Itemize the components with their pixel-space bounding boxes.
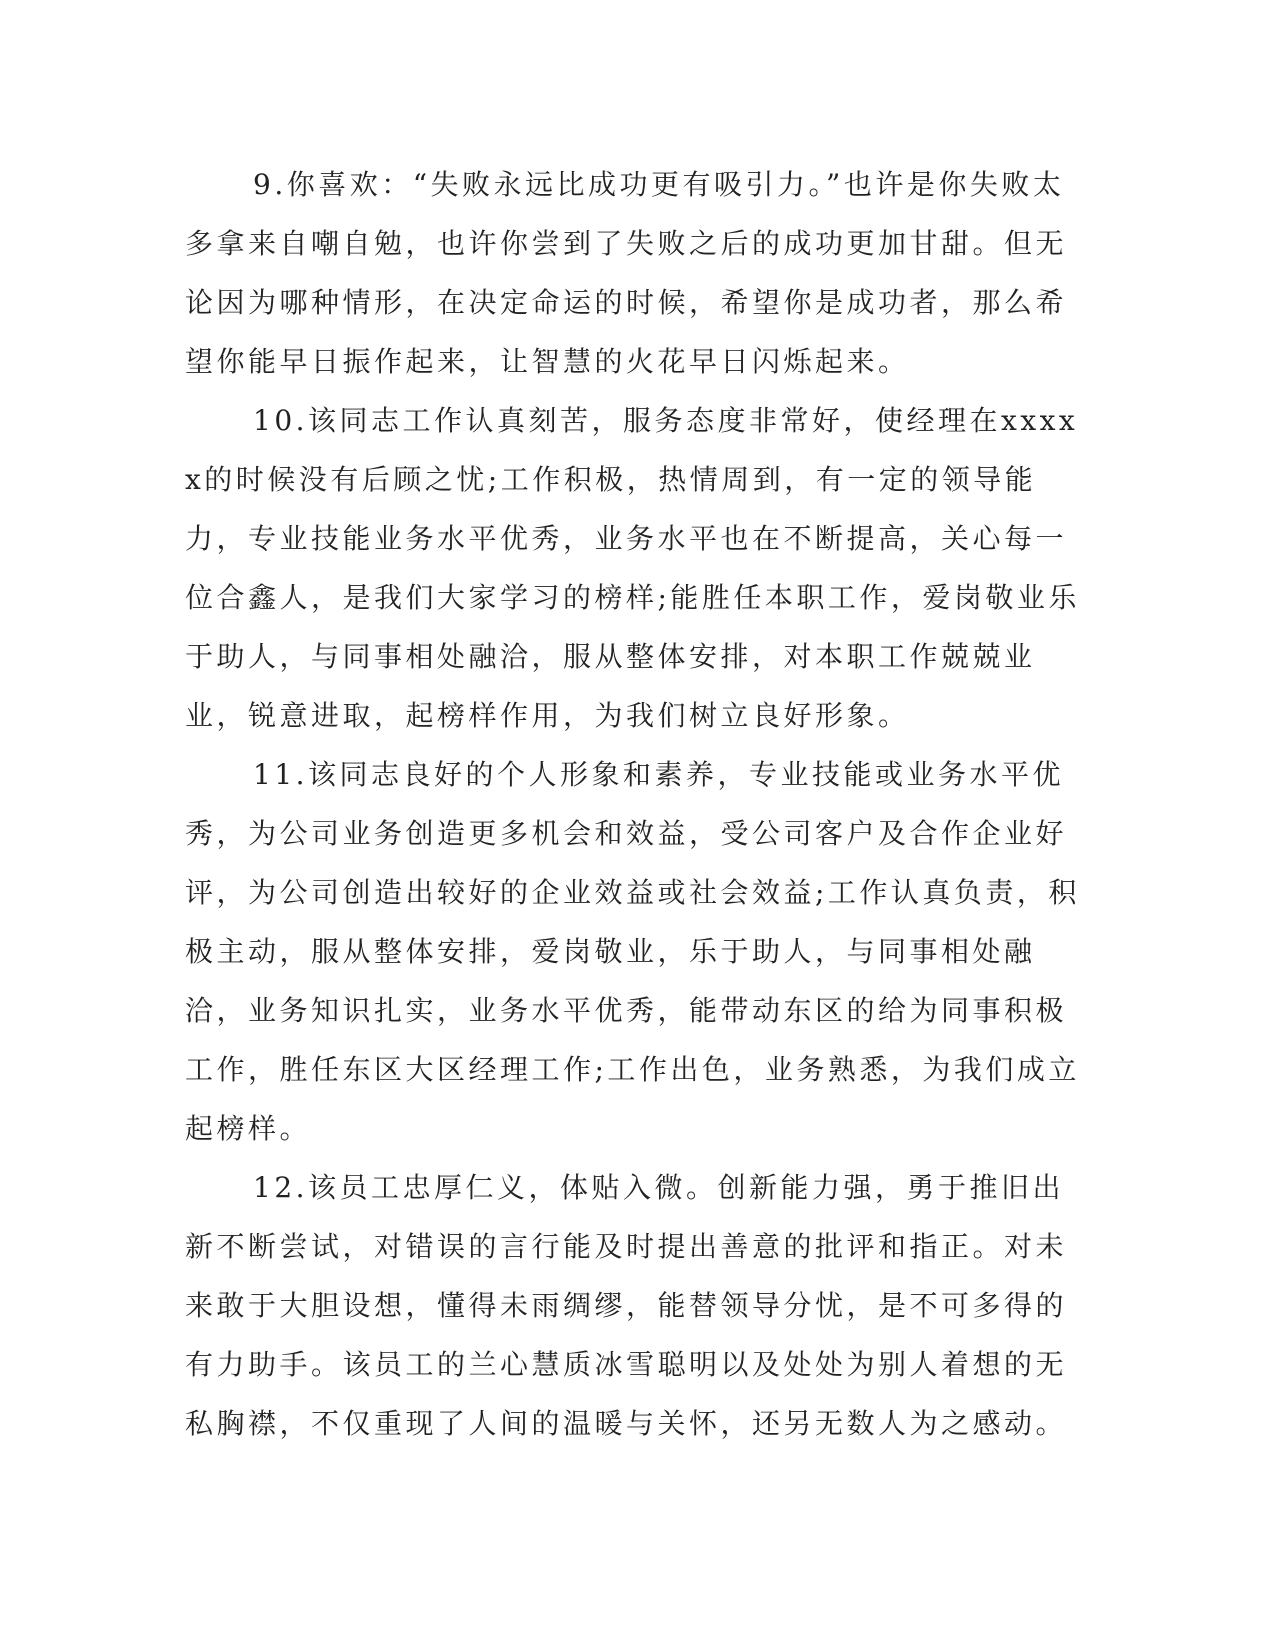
paragraph-10: 10.该同志工作认真刻苦，服务态度非常好，使经理在xxxxx的时候没有后顾之忧;工作积极，热情周到，有一定的领导能力，专业技能业务水平优秀，业务水平也在不断提高，关心每一位合鑫人，是我们大家学习的榜样;能胜任本职工作，爱岗敬业乐于助人，与同事相处融洽，服从整体安排，对本职工作兢兢业业，锐意进取，起榜样作用，为我们树立良好形象。 <box>185 404 1080 732</box>
paragraph-9: 9.你喜欢：“失败永远比成功更有吸引力。”也许是你失败太多拿来自嘲自勉，也许你尝到了失败之后的成功更加甘甜。但无论因为哪种情形，在决定命运的时候，希望你是成功者，那么希望你能早日振作起来，让智慧的火花早日闪烁起来。 <box>185 168 1068 378</box>
paragraph-12: 12.该员工忠厚仁义，体贴入微。创新能力强，勇于推旧出新不断尝试，对错误的言行能及时提出善意的批评和指正。对未来敢于大胆设想，懂得未雨绸缪，能替领导分忧，是不可多得的有力助手。该员工的兰心慧质冰雪聪明以及处处为别人着想的无私胸襟，不仅重现了人间的温暖与关怀，还另无数人为之感动。 <box>185 1171 1068 1440</box>
paragraph-11: 11.该同志良好的个人形象和素养，专业技能或业务水平优秀，为公司业务创造更多机会和效益，受公司客户及合作企业好评，为公司创造出较好的企业效益或社会效益;工作认真负责，积极主动，服从整体安排，爱岗敬业，乐于助人，与同事相处融洽，业务知识扎实，业务水平优秀，能带动东区的给为同事积极工作，胜任东区大区经理工作;工作出色，业务熟悉，为我们成立起榜样。 <box>185 758 1080 1145</box>
document-body <box>185 155 1090 1453</box>
